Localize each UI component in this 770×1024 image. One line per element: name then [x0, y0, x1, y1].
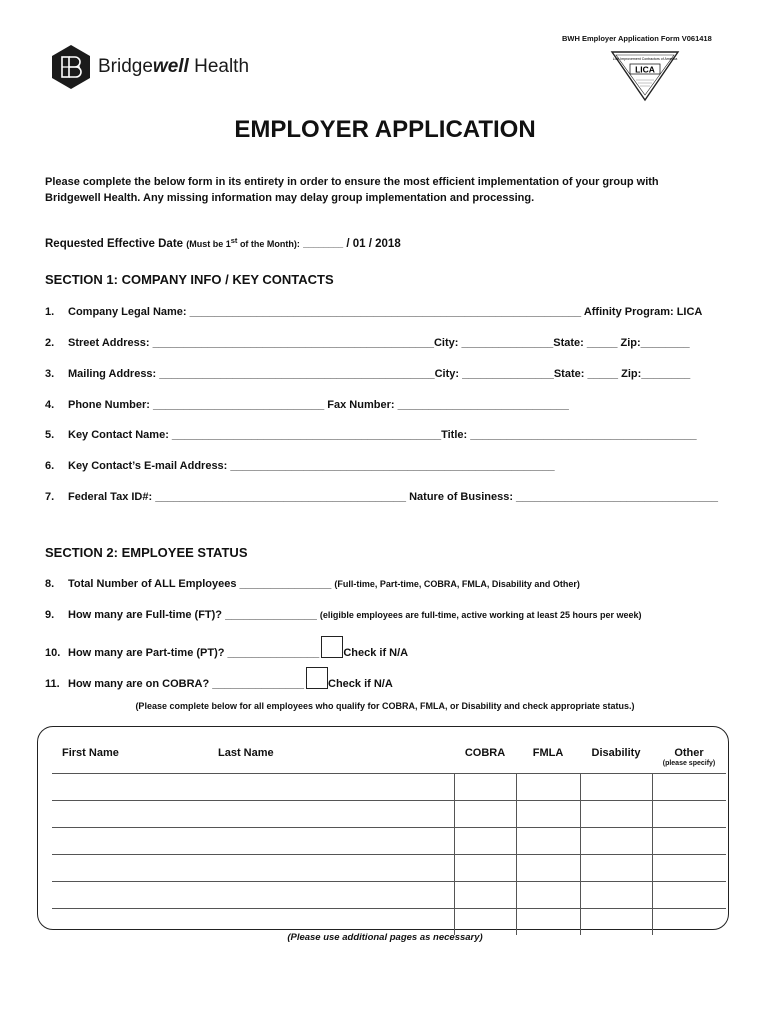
- table-row[interactable]: [52, 801, 726, 828]
- col-disability: Disability: [591, 747, 641, 759]
- section-2-title: SECTION 2: EMPLOYEE STATUS: [45, 545, 248, 560]
- part-time-na-checkbox[interactable]: [321, 636, 343, 658]
- employee-table-box: [37, 726, 729, 930]
- bridgewell-logo: [50, 44, 249, 90]
- field-full-time[interactable]: 9. How many are Full-time (FT)? _______________ (eligible employees are full-time, active working at least 25 hours per week): [45, 609, 642, 621]
- bridgewell-hex-icon: [50, 44, 92, 90]
- page-title: EMPLOYER APPLICATION: [234, 116, 536, 143]
- field-street-address[interactable]: 2. Street Address: ______________________________________________City: _______________State: _____ Zip:________: [45, 337, 690, 349]
- table-row[interactable]: [52, 774, 726, 801]
- form-id: BWH Employer Application Form V061418: [562, 34, 712, 43]
- lica-badge: [610, 50, 680, 107]
- field-mailing-address[interactable]: 3. Mailing Address: _____________________________________________City: _______________State: _____ Zip:________: [45, 368, 691, 380]
- intro-text: Please complete the below form in its entirety in order to ensure the most efficient implementation of your group with Bridgewell Health. Any missing information may delay group implementation and processing.: [45, 176, 659, 204]
- col-other: Other (please specify): [662, 747, 716, 767]
- effective-date-note: (Must be 1st of the Month):: [186, 236, 300, 249]
- col-cobra: COBRA: [464, 747, 506, 759]
- field-contact-email[interactable]: 6. Key Contact’s E-mail Address: _____________________________________________________: [45, 460, 555, 472]
- table-instructions: (Please complete below for all employees who qualify for COBRA, FMLA, or Disability and check appropriate status.): [135, 701, 635, 711]
- field-phone-fax[interactable]: 4. Phone Number: ____________________________ Fax Number: ____________________________: [45, 399, 569, 411]
- col-last-name: Last Name: [218, 747, 274, 759]
- part-time-na-label: Check if N/A: [343, 647, 409, 659]
- field-company-legal-name[interactable]: 1. Company Legal Name: ________________________________________________________________ Affinity Program: LICA: [45, 306, 703, 318]
- effective-date-label: Requested Effective Date: [45, 238, 184, 250]
- effective-date-field[interactable]: [45, 236, 401, 250]
- lica-top-text: Lost Improvement Contractors of America: [612, 57, 678, 61]
- field-total-employees[interactable]: 8. Total Number of ALL Employees _______________ (Full-time, Part-time, COBRA, FMLA, Disability and Other): [45, 578, 580, 590]
- effective-date-value: / 01 / 2018: [346, 238, 401, 250]
- effective-date-blank[interactable]: ________: [303, 239, 344, 249]
- additional-pages-note: (Please use additional pages as necessary): [287, 932, 483, 943]
- brand-name: Bridgewell Health: [98, 56, 250, 77]
- table-row[interactable]: [52, 828, 726, 855]
- table-row[interactable]: [52, 855, 726, 882]
- field-tax-id[interactable]: 7. Federal Tax ID#: _________________________________________ Nature of Business: _________________________________: [45, 491, 718, 503]
- section-1-title: SECTION 1: COMPANY INFO / KEY CONTACTS: [45, 272, 334, 287]
- lica-shield-icon: [610, 50, 680, 102]
- cobra-na-label: Check if N/A: [328, 678, 393, 690]
- lica-name-text: LICA: [635, 64, 655, 75]
- field-key-contact[interactable]: 5. Key Contact Name: ____________________________________________Title: _____________________________________: [45, 429, 697, 441]
- cobra-na-checkbox[interactable]: [306, 667, 328, 689]
- field-part-time[interactable]: 10. How many are Part-time (PT)? _______________ Check if N/A: [45, 636, 408, 659]
- field-cobra[interactable]: 11. How many are on COBRA? _______________ Check if N/A: [45, 667, 393, 690]
- employee-status-table: [52, 747, 726, 935]
- col-first-name: First Name: [62, 747, 119, 759]
- col-fmla: FMLA: [532, 747, 564, 759]
- table-row[interactable]: [52, 882, 726, 909]
